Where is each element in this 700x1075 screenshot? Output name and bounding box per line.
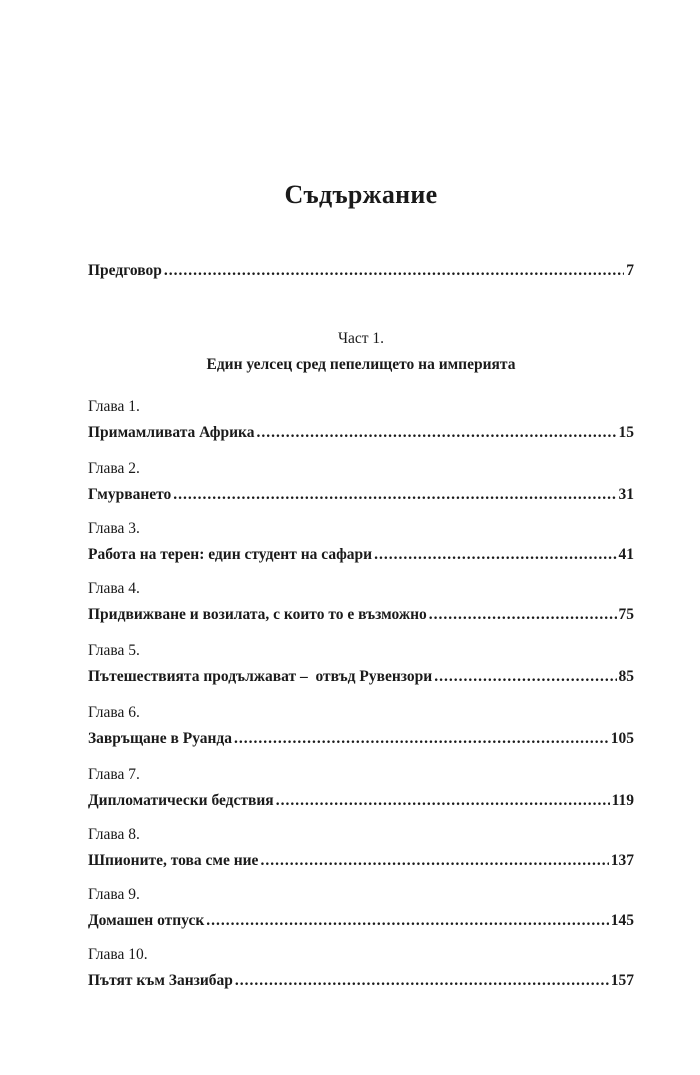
entry-page-number: 119	[611, 792, 634, 809]
toc-entry-chapter-9	[88, 912, 634, 930]
entry-page-number: 31	[618, 486, 634, 503]
chapter-label: Глава 5.	[88, 642, 140, 659]
entry-page-number: 75	[618, 606, 634, 623]
toc-heading: Съдържание	[284, 180, 438, 209]
toc-entry-chapter-3	[88, 546, 634, 564]
entry-page-number: 105	[610, 730, 634, 747]
entry-title: Пътешествията продължават – отвъд Рувензори	[88, 668, 433, 685]
entry-title: Примамливата Африка	[88, 424, 255, 441]
entry-title: Предговор	[88, 262, 162, 279]
toc-entry-chapter-2	[88, 486, 634, 504]
entry-title: Завръщане в Руанда	[88, 730, 233, 747]
entry-page-number: 41	[618, 546, 634, 563]
entry-title: Шпионите, това сме ние	[88, 852, 259, 869]
entry-title: Дипломатически бедствия	[88, 792, 274, 809]
dot-leader	[164, 262, 624, 280]
entry-title: Работа на терен: един студент на сафари	[88, 546, 373, 563]
chapter-label: Глава 6.	[88, 704, 140, 721]
toc-entry-chapter-10	[88, 972, 634, 990]
entry-title: Домашен отпуск	[88, 912, 205, 929]
dot-leader	[256, 424, 616, 442]
dot-leader	[173, 486, 616, 504]
entry-title: Гмурването	[88, 486, 172, 503]
entry-page-number: 85	[618, 668, 634, 685]
chapter-label: Глава 8.	[88, 826, 140, 843]
toc-entry-chapter-7	[88, 792, 634, 810]
toc-entry-chapter-6	[88, 730, 634, 748]
entry-page-number: 15	[618, 424, 634, 441]
chapter-label: Глава 1.	[88, 398, 140, 415]
part-label: Част 1.	[337, 330, 385, 347]
dot-leader	[234, 730, 609, 748]
entry-page-number: 137	[610, 852, 634, 869]
dot-leader	[276, 792, 610, 810]
chapter-label: Глава 2.	[88, 460, 140, 477]
toc-entry-chapter-5	[88, 668, 634, 686]
chapter-label: Глава 9.	[88, 886, 140, 903]
toc-entry-chapter-1	[88, 424, 634, 442]
toc-entry-preface	[88, 262, 634, 280]
dot-leader	[374, 546, 616, 564]
chapter-label: Глава 3.	[88, 520, 140, 537]
entry-title: Пътят към Занзибар	[88, 972, 233, 989]
dot-leader	[235, 972, 609, 990]
chapter-label: Глава 4.	[88, 580, 140, 597]
dot-leader	[206, 912, 608, 930]
chapter-label: Глава 10.	[88, 946, 148, 963]
toc-entry-chapter-4	[88, 606, 634, 624]
dot-leader	[260, 852, 608, 870]
dot-leader	[434, 668, 616, 686]
entry-page-number: 157	[610, 972, 634, 989]
chapter-label: Глава 7.	[88, 766, 140, 783]
dot-leader	[429, 606, 617, 624]
part-title: Един уелсец сред пепелището на империята	[206, 356, 516, 373]
entry-page-number: 145	[610, 912, 634, 929]
entry-page-number: 7	[626, 262, 634, 279]
entry-title: Придвижване и возилата, с които то е възможно	[88, 606, 427, 623]
toc-entry-chapter-8	[88, 852, 634, 870]
